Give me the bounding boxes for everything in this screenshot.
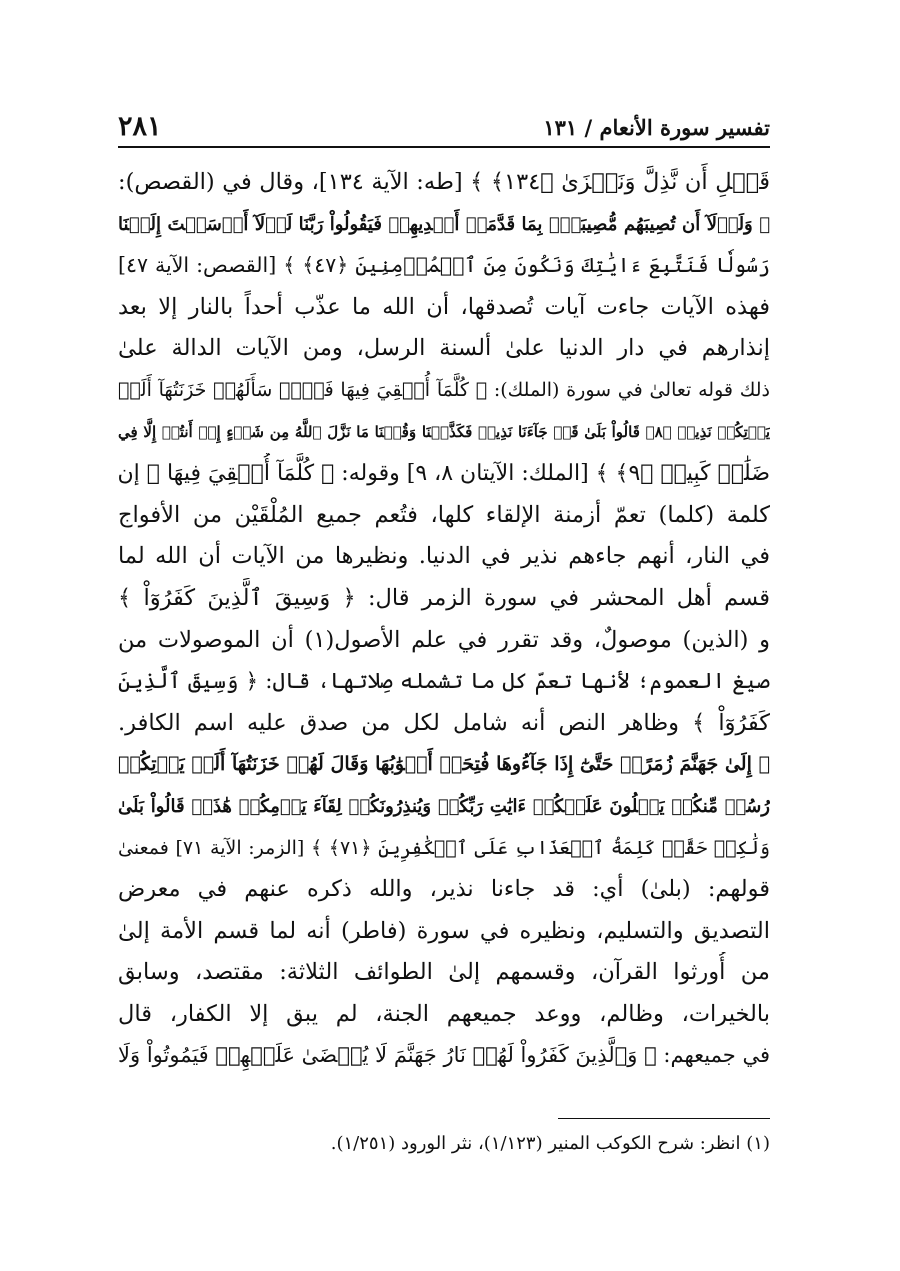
text-line: قَبۡلِ أَن نَّذِلَّ وَنَخۡزَىٰ ﴿١٣٤﴾ ﴾ [طه: الآية ١٣٤]، وقال في (القصص): [118, 169, 770, 195]
text-line: وَلَٰكِنۡ حَقَّتۡ كَلِمَةُ ٱلۡعَذَابِ عَلَى ٱلۡكَٰفِرِينَ ﴿٧١﴾ ﴾ [الزمر: الآية ٧١] فمعنىٰ [118, 836, 770, 859]
text-line: ضَلَٰلٖ كَبِيرٖ ﴿٩﴾ ﴾ [الملك: الآيتان ٨، ٩] وقوله: ﴿ كُلَّمَآ أُلۡقِيَ فِيهَا ﴾ إن [118, 461, 770, 487]
text-line: ﴿ إِلَىٰ جَهَنَّمَ زُمَرًاۖ حَتَّىٰٓ إِذَا جَآءُوهَا فُتِحَتۡ أَبۡوَٰبُهَا وَقَالَ لَهُمۡ خَزَنَتُهَآ أَلَمۡ يَأۡتِكُمۡ [118, 753, 770, 776]
text-line: إنذارهم في دار الدنيا علىٰ ألسنة الرسل، ومن الآيات الدالة علىٰ [118, 335, 770, 362]
footnote-divider [558, 1118, 770, 1119]
text-line: ﴿ وَلَوۡلَآ أَن تُصِيبَهُم مُّصِيبَةُۢ بِمَا قَدَّمَتۡ أَيۡدِيهِمۡ فَيَقُولُواْ رَبَّنَا لَوۡلَآ أَرۡسَلۡتَ إِلَيۡنَا [118, 213, 770, 235]
text-line: قسم أهل المحشر في سورة الزمر قال: ﴿ وَسِيقَ ٱلَّذِينَ كَفَرُوٓاْ ﴾ [118, 584, 770, 611]
text-line: في النار، أنهم جاءهم نذير في الدنيا. ونظيرها من الآيات أن الله لما [118, 543, 770, 570]
text-line: كلمة (كلما) تعمّ أزمنة الإلقاء كلها، فتُعم جميع المُلْقَيْن من الأفواج [118, 501, 770, 528]
text-line: رَسُولٗا فَنَتَّبِعَ ءَايَٰتِكَ وَنَكُونَ مِنَ ٱلۡمُؤۡمِنِينَ ﴿٤٧﴾ ﴾ [القصص: الآية ٤٧] [118, 253, 770, 278]
text-line: فهذه الآيات جاءت آيات تُصدقها، أن الله ما عذّب أحداً بالنار إلا بعد [118, 293, 770, 320]
text-line: صيغ العموم؛ لأنها تعمّ كل ما تشمله صِلاتها، قال: ﴿ وَسِيقَ ٱلَّذِينَ [118, 669, 770, 695]
footnote: (١) انظر: شرح الكوكب المنير (١/١٢٣)، نثر الورود (١/٢٥١). [330, 1133, 770, 1154]
text-line: يَأۡتِكُمۡ نَذِيرٞ ﴿٨﴾ قَالُواْ بَلَىٰ قَدۡ جَآءَنَا نَذِيرٞ فَكَذَّبۡنَا وَقُلۡنَا مَا نَزَّلَ ٱللَّهُ مِن شَيۡءٍ إِنۡ أَنتُمۡ إِلَّا فِي [118, 422, 770, 441]
text-line: كَفَرُوٓاْ ﴾ وظاهر النص أنه شامل لكل من صدق عليه اسم الكافر. [118, 709, 770, 736]
body-text [118, 162, 770, 1077]
text-line: رُسُلٞ مِّنكُمۡ يَتۡلُونَ عَلَيۡكُمۡ ءَايَٰتِ رَبِّكُمۡ وَيُنذِرُونَكُمۡ لِقَآءَ يَوۡمِكُمۡ هَٰذَاۚ قَالُواْ بَلَىٰ [118, 795, 770, 817]
running-title: تفسير سورة الأنعام / ١٣١ [543, 115, 770, 140]
text-line: ذلك قوله تعالىٰ في سورة (الملك): ﴿ كُلَّمَآ أُلۡقِيَ فِيهَا فَوۡجٞ سَأَلَهُمۡ خَزَنَتُهَآ أَلَمۡ [118, 378, 770, 401]
text-line: قولهم: (بلىٰ) أي: قد جاءنا نذير، والله ذكره عنهم في معرض [118, 876, 770, 903]
text-line: و (الذين) موصولٌ، وقد تقرر في علم الأصول(١) أن الموصولات من [118, 626, 770, 653]
page-header [118, 98, 770, 148]
text-line: التصديق والتسليم، ونظيره في سورة (فاطر) أنه لما قسم الأمة إلىٰ [118, 917, 770, 944]
page-number: ٢٨١ [118, 111, 162, 142]
text-line: بالخيرات، وظالم، ووعد جميعهم الجنة، لم يبق إلا الكفار، قال [118, 1000, 770, 1027]
text-line: من أُورثوا القرآن، وقسمهم إلىٰ الطوائف الثلاثة: مقتصد، وسابق [118, 959, 770, 986]
text-line: في جميعهم: ﴿ وَٱلَّذِينَ كَفَرُواْ لَهُمۡ نَارُ جَهَنَّمَ لَا يُقۡضَىٰ عَلَيۡهِمۡ فَيَمُوتُواْ وَلَا [118, 1043, 770, 1068]
